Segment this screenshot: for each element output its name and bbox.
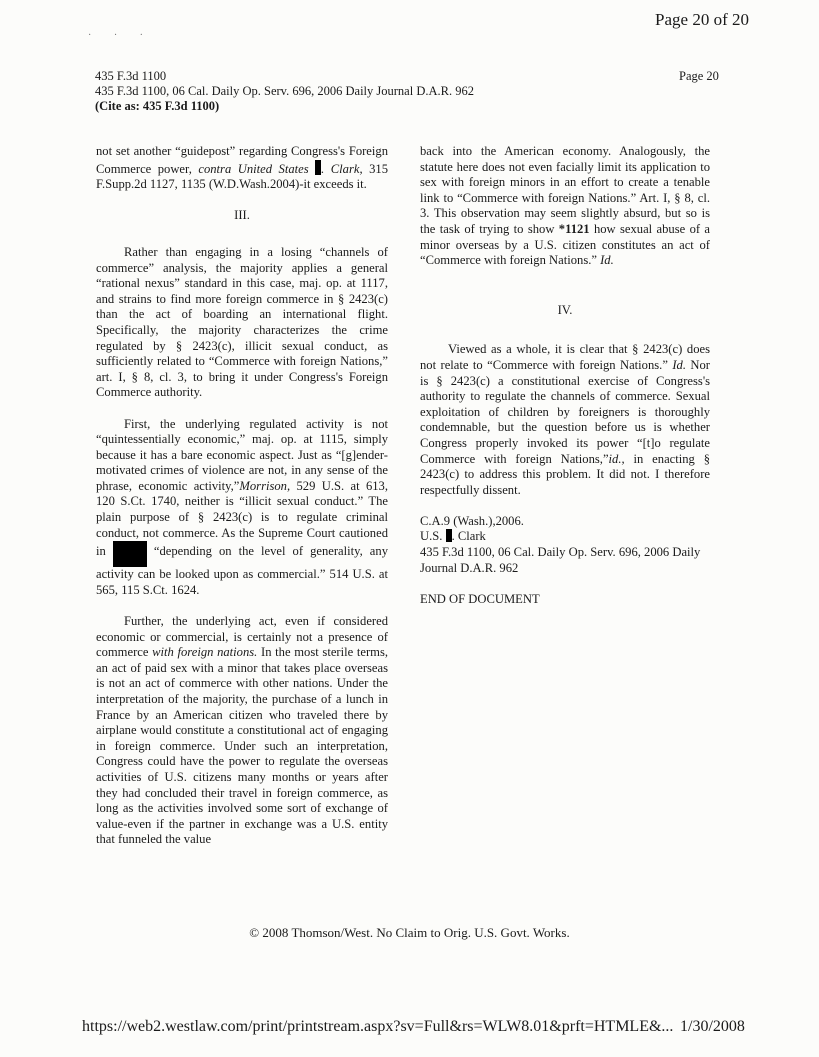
section-heading: IV. <box>557 302 573 317</box>
paragraph: Rather than engaging in a losing “channels of commerce” analysis, the majority applies a general “rational nexus” standard in this case, maj. op. at 1117, and strains to find more foreign commerce in § 2423(c) than the act of boarding an international flight. Specifically, the majority characterizes the crime regulated by § 2423(c), illicit sexual conduct, as sufficiently related to “Commerce with foreign Nations,” art. I, § 8, cl. 3, to bring it under Congress's Foreign Commerce authority. <box>96 244 388 400</box>
case-link-morrison[interactable]: Morrison, <box>239 478 291 493</box>
citation-line: 435 F.3d 1100, 06 Cal. Daily Op. Serv. 696, 2006 Daily Journal D.A.R. 962 <box>420 545 701 575</box>
redaction-box <box>315 160 321 175</box>
paragraph: Further, the underlying act, even if considered economic or commercial, is certainly not a presence of commerce with foreign nations. In the most sterile terms, an act of paid sex with a minor that takes place overseas is not an act of commerce with other nations. Under the interpretation of the majority, the purchase of a lunch in France by an American citizen who traveled there by airplane would constitute a constitutional act of engaging in foreign commerce. Under such an interpretation, Congress could have the power to regulate the overseas activities of U.S. citizens many months or years after they had concluded their travel in foreign commerce, as long as the activities involved some sort of exchange of value-even if the partner in exchange was a U.S. entity that funneled the value <box>96 614 388 847</box>
paragraph: Viewed as a whole, it is clear that § 2423(c) does not relate to “Commerce with foreign Nations.” Id. Nor is § 2423(c) a constitutional exercise of Congress's authority to regulate the channels of commerce. Sexual exploitation of children by foreigners is thoroughly condemnable, but the question before us is whether Congress properly invoked its power “[t]o regulate Commerce with foreign Nations,”id., in enacting § 2423(c) to address this problem. It did not. I therefore respectfully dissent. <box>420 342 711 497</box>
reporter-citation: 435 F.3d 1100 <box>95 69 167 83</box>
case-link-united-states-clark[interactable]: contra United States . Clark, <box>198 161 363 176</box>
redaction-box <box>113 541 147 567</box>
right-column <box>420 144 710 623</box>
paragraph: First, the underlying regulated activity is not “quintessentially economic,” maj. op. at 1115, simply because it has a bare economic aspect. Just as “[g]ender-motivated crimes of violence are not, in any sense of the phrase, economic activity,”Morrison, 529 U.S. at 613, 120 S.Ct. 1740, neither is “illicit sexual conduct.” The plain purpose of § 2423(c) is to regulate criminal conduct, not commerce. As the Supreme Court cautioned in “depending on the level of generality, any activity can be looked upon as commercial.” 514 U.S. at 565, 115 S.Ct. 1624. <box>96 416 388 597</box>
case-citation-block <box>420 514 710 576</box>
copyright-footer: © 2008 Thomson/West. No Claim to Orig. U.S. Govt. Works. <box>249 925 570 940</box>
browser-page-counter: Page 20 of 20 <box>655 10 749 29</box>
court-line: C.A.9 (Wash.),2006. <box>420 513 524 528</box>
paragraph: not set another “guidepost” regarding Congress's Foreign Commerce power, contra United States . Clark, 315 F.Supp.2d 1127, 1135 (W.D.Wash.2004)-it exceeds it. <box>96 144 388 192</box>
print-date: 1/30/2008 <box>680 1018 745 1035</box>
document-header <box>95 69 474 114</box>
end-of-document: END OF DOCUMENT <box>420 592 540 607</box>
section-heading: III. <box>234 208 250 223</box>
parallel-citations: 435 F.3d 1100, 06 Cal. Daily Op. Serv. 696, 2006 Daily Journal D.A.R. 962 <box>95 84 474 98</box>
paragraph: back into the American economy. Analogously, the statute here does not even facially limit its application to sex with foreign minors in an effort to create a tenable link to “Commerce with foreign Nations.” Art. I, § 8, cl. 3. This observation may seem slightly absurd, but so is the task of trying to show *1121 how sexual abuse of a minor overseas by a U.S. citizen constitutes an act of “Commerce with foreign Nations.” Id. <box>420 144 711 268</box>
page-number: Page 20 <box>679 69 719 83</box>
case-name: U.S. . Clark <box>420 529 486 544</box>
left-column <box>96 144 388 864</box>
print-url: https://web2.westlaw.com/print/printstream.aspx?sv=Full&rs=WLW8.01&prft=HTMLE&... <box>82 1018 674 1035</box>
star-page-marker: *1121 <box>558 221 590 236</box>
cite-as: (Cite as: 435 F.3d 1100) <box>95 99 220 113</box>
scan-specks: · · · <box>88 30 153 41</box>
